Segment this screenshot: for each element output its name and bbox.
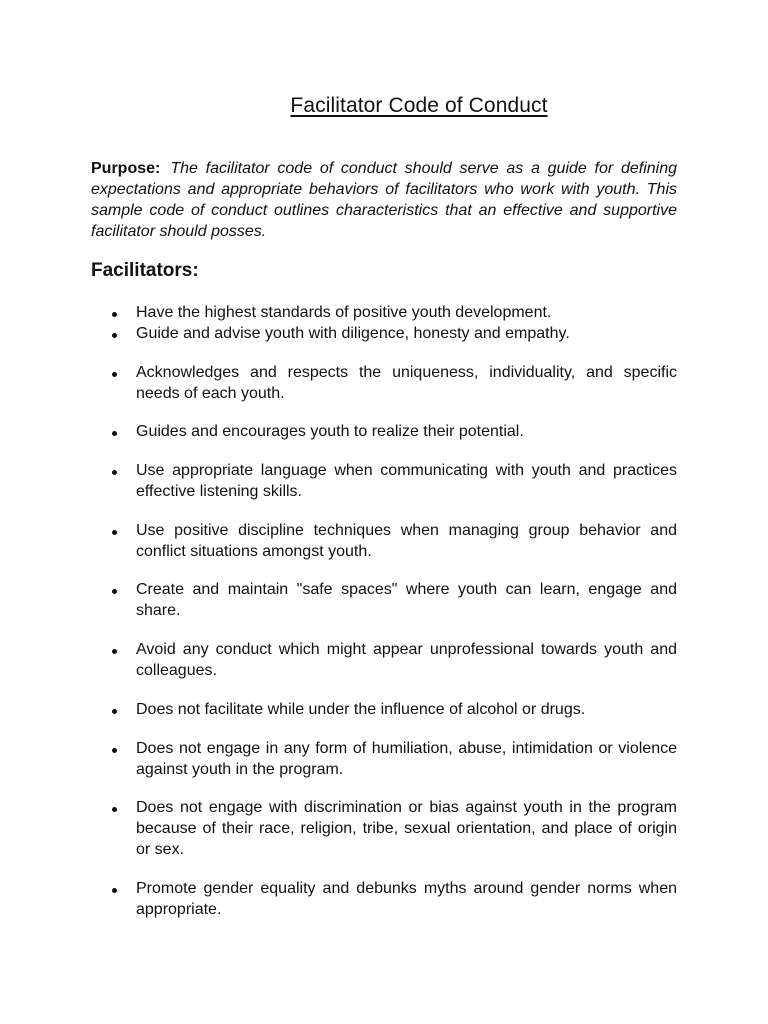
section-heading-facilitators: Facilitators:	[91, 260, 199, 281]
list-item-text: Does not engage with discrimination or bias against youth in the program because of their race, religion, tribe, sexual orientation, and place of origin or sex.	[136, 799, 677, 858]
list-item	[112, 878, 677, 920]
bullet-icon	[112, 312, 117, 317]
list-item	[112, 639, 677, 681]
purpose-paragraph	[91, 158, 677, 242]
bullet-icon	[112, 372, 117, 377]
list-item-text: Create and maintain "safe spaces" where youth can learn, engage and share.	[136, 581, 677, 619]
list-item-text: Guide and advise youth with diligence, honesty and empathy.	[136, 325, 570, 342]
list-item	[112, 460, 677, 502]
list-item-text: Does not facilitate while under the influence of alcohol or drugs.	[136, 701, 586, 718]
bullet-icon	[112, 431, 117, 436]
bullet-icon	[112, 649, 117, 654]
list-item-text: Acknowledges and respects the uniqueness, individuality, and specific needs of each youth.	[136, 364, 677, 402]
list-item-text: Promote gender equality and debunks myths around gender norms when appropriate.	[136, 880, 677, 918]
list-item	[112, 421, 677, 442]
list-item-text: Use appropriate language when communicating with youth and practices effective listening skills.	[136, 462, 677, 500]
bullet-icon	[112, 748, 117, 753]
bullet-icon	[112, 709, 117, 714]
list-item	[112, 362, 677, 404]
bullet-icon	[112, 807, 117, 812]
list-item	[112, 323, 677, 344]
list-item-text: Guides and encourages youth to realize their potential.	[136, 423, 524, 440]
purpose-text: The facilitator code of conduct should serve as a guide for defining expectations and appropriate behaviors of facilitators who work with youth. This sample code of conduct outlines characteristics that an effective and supportive facilitator should posses.	[91, 160, 677, 240]
list-item	[112, 302, 677, 323]
bullet-icon	[112, 333, 117, 338]
list-item	[112, 738, 677, 780]
list-item	[112, 579, 677, 621]
list-item	[112, 797, 677, 860]
list-item	[112, 520, 677, 562]
document-title: Facilitator Code of Conduct	[290, 94, 548, 117]
bullet-icon	[112, 530, 117, 535]
list-item-text: Have the highest standards of positive youth development.	[136, 304, 552, 321]
list-item-text: Avoid any conduct which might appear unprofessional towards youth and colleagues.	[136, 641, 677, 679]
purpose-label: Purpose:	[91, 160, 161, 177]
list-item-text: Use positive discipline techniques when managing group behavior and conflict situations amongst youth.	[136, 522, 677, 560]
bullet-icon	[112, 888, 117, 893]
bullet-icon	[112, 470, 117, 475]
list-item	[112, 699, 677, 720]
list-item-text: Does not engage in any form of humiliation, abuse, intimidation or violence against youth in the program.	[136, 740, 677, 778]
bullet-icon	[112, 589, 117, 594]
